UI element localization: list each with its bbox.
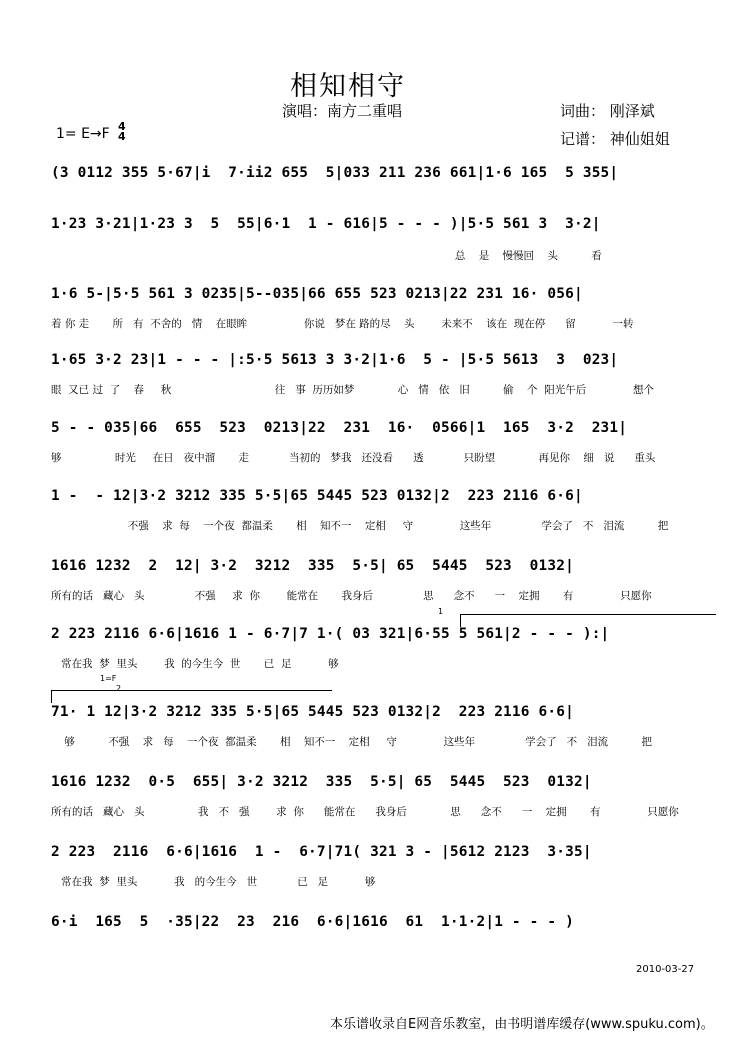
lyricist-composer: 词曲： 刚泽斌 [560,102,655,120]
lyric-line: 总 是 慢慢回 头 看 [51,250,602,262]
lyric-line: 所有的话 藏心 头 不强 求 你 能常在 我身后 思 念不 一 定拥 有 只愿你 [51,590,652,602]
music-line: 1·6 5-|5·5 561 3 0235|5--035|66 655 523 0213|22 231 16· 056| [51,286,583,302]
key-change-label: 1=F [100,674,117,683]
music-line: 1·65 3·2 23|1 - - - |:5·5 5613 3 3·2|1·6 5 - |5·5 5613 3 023| [51,352,619,368]
music-line: 1616 1232 0·5 655| 3·2 3212 335 5·5| 65 5445 523 0132| [51,774,592,790]
time-signature: 4 4 [118,120,126,143]
music-line: (3 0112 355 5·67|i 7·ii2 655 5|033 211 236 661|1·6 165 5 355| [51,165,619,181]
song-title: 相知相守 [290,71,406,102]
date-stamp: 2010-03-27 [636,964,695,975]
lyric-line: 常在我 梦 里头 我 的今生今 世 已 足 够 [51,658,339,670]
lyric-line: 眼 又已 过 了 春 秋 往 事 历历如梦 心 情 依 旧 偷 个 阳光午后 想个 [51,384,654,396]
key-signature: 1= E→F [56,126,110,142]
music-line: 5 - - 035|66 655 523 0213|22 231 16· 0566|1 165 3·2 231| [51,420,628,436]
score-sheet [20,22,728,1002]
volta-2-bracket [51,690,332,703]
volta-1-label: 1 [438,607,444,616]
music-line: 1·23 3·21|1·23 3 5 55|6·1 1 - 616|5 - - - )|5·5 561 3 3·2| [51,216,601,232]
music-line: 1616 1232 2 12| 3·2 3212 335 5·5| 65 5445 523 0132| [51,558,574,574]
source-footer: 本乐谱收录自E网音乐教室，由书明谱库缓存(www.spuku.com)。 [330,1017,714,1032]
music-line: 71· 1 12|3·2 3212 335 5·5|65 5445 523 0132|2 223 2116 6·6| [51,704,574,720]
music-line: 1 - - 12|3·2 3212 335 5·5|65 5445 523 0132|2 223 2116 6·6| [51,488,583,504]
lyric-line: 所有的话 藏心 头 我 不 强 求 你 能常在 我身后 思 念不 一 定拥 有 只愿你 [51,806,679,818]
lyric-line: 够 不强 求 每 一个夜 都温柔 相 知不一 定相 守 这些年 学会了 不 泪流 把 [51,736,653,748]
music-line: 2 223 2116 6·6|1616 1 - 6·7|7 1·( 03 321|6·55 5 561|2 - - - ):| [51,626,610,642]
lyric-line: 够 时光 在日 夜中溜 走 当初的 梦我 还没看 透 只盼望 再见你 细 说 重头 [51,452,656,464]
lyric-line: 常在我 梦 里头 我 的今生今 世 已 足 够 [51,876,376,888]
lyric-line: 不强 求 每 一个夜 都温柔 相 知不一 定相 守 这些年 学会了 不 泪流 把 [51,520,669,532]
performer: 演唱：南方二重唱 [282,102,403,120]
transcriber: 记谱： 神仙姐姐 [560,130,670,148]
music-line: 2 223 2116 6·6|1616 1 - 6·7|71( 321 3 - |5612 2123 3·35| [51,844,592,860]
lyric-line: 着 你 走 所 有 不舍的 情 在眼眸 你说 梦在 路的尽 头 未来不 该在 现在停 留 一转 [51,318,634,330]
volta-2-label: 2 [116,684,122,693]
music-line: 6·i 165 5 ·35|22 23 216 6·6|1616 61 1·1·2|1 - - - ) [51,914,574,930]
